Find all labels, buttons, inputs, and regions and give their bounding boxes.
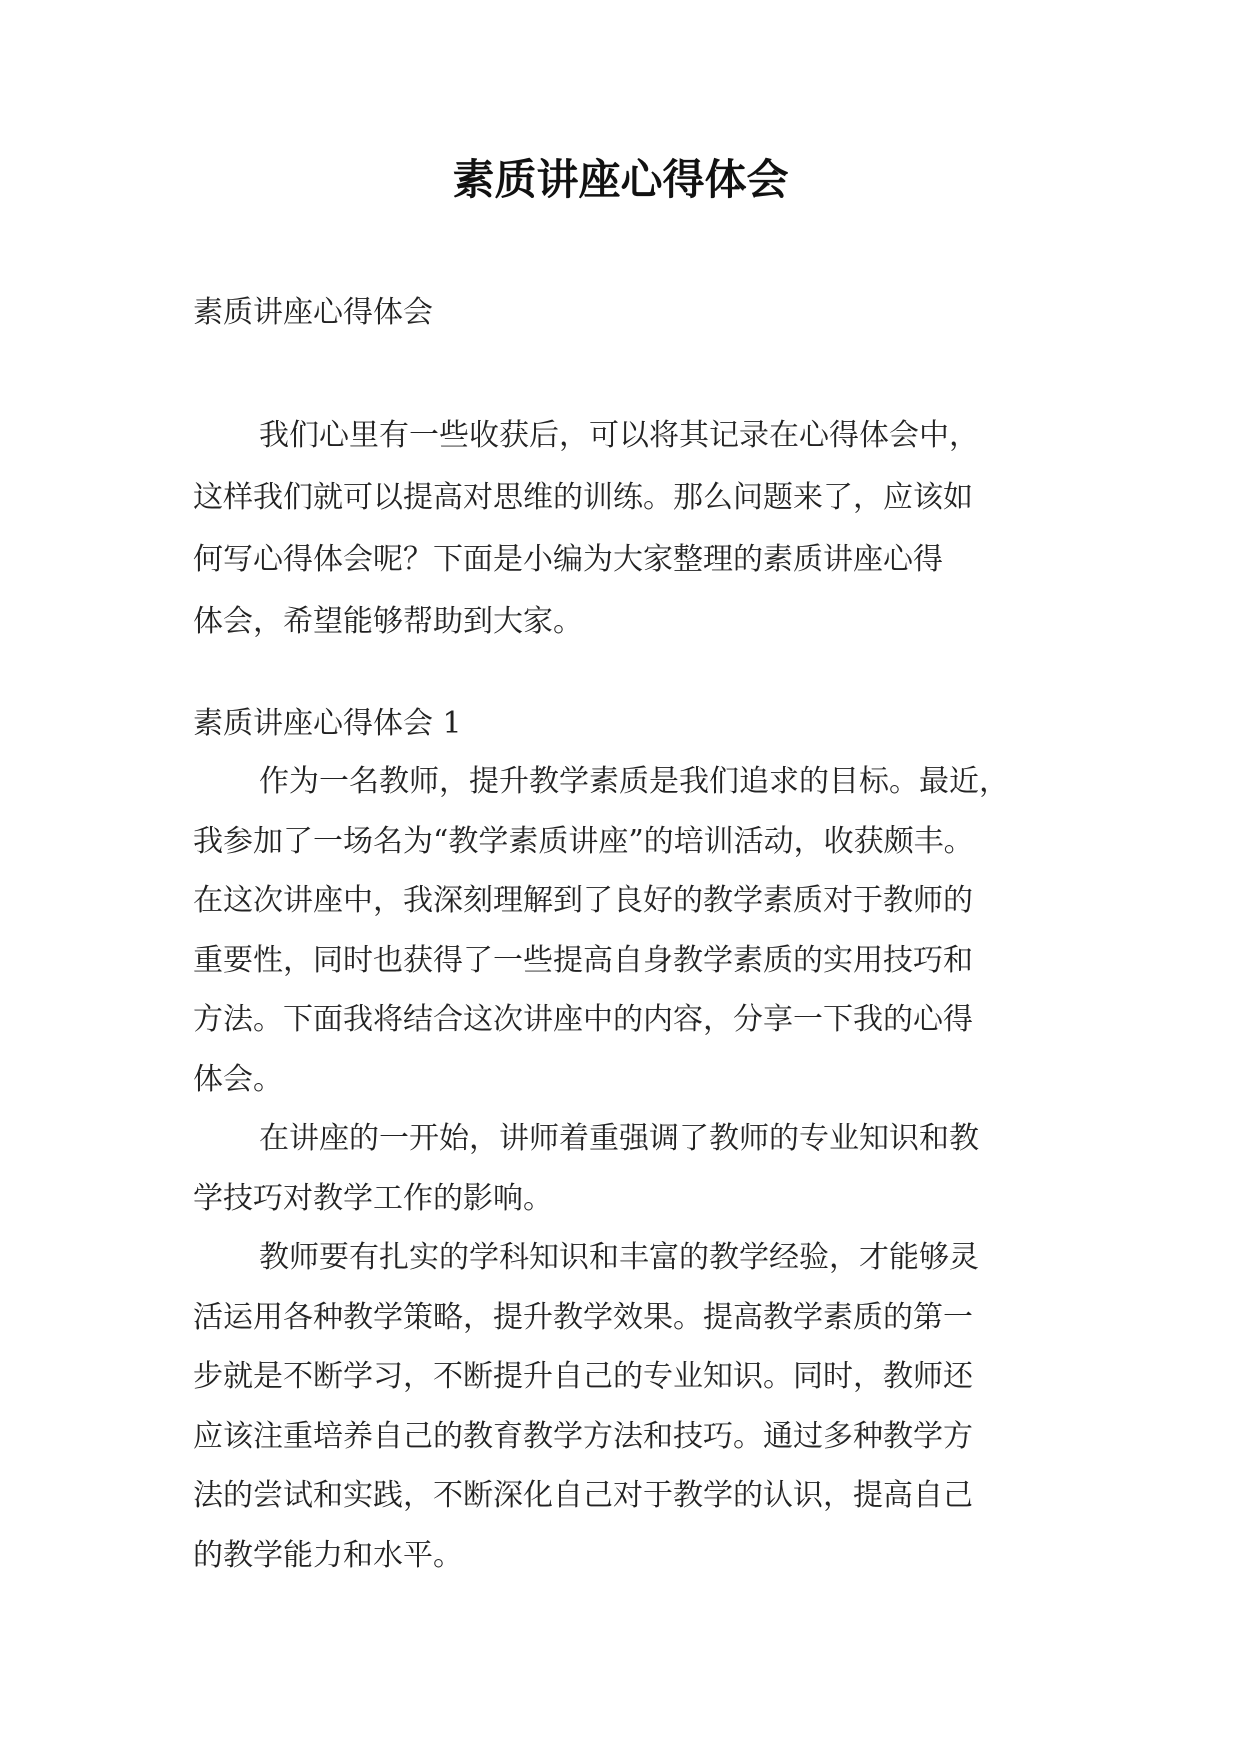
body-line: 我参加了一场名为“教学素质讲座”的培训活动，收获颇丰。 [193, 823, 974, 859]
body-line: 在讲座的一开始，讲师着重强调了教师的专业知识和教 [259, 1121, 979, 1156]
body-line: 重要性，同时也获得了一些提高自身教学素质的实用技巧和 [193, 942, 973, 978]
body-line: 的教学能力和水平。 [193, 1537, 463, 1573]
body-line: 体会。 [193, 1061, 283, 1097]
body-line: 活运用各种教学策略，提升教学效果。提高教学素质的第一 [193, 1299, 973, 1335]
body-line: 在这次讲座中，我深刻理解到了良好的教学素质对于教师的 [193, 883, 973, 918]
intro-paragraph [193, 405, 1063, 653]
body-line: 步就是不断学习，不断提升自己的专业知识。同时，教师还 [193, 1359, 973, 1394]
body-line: 学技巧对教学工作的影响。 [193, 1180, 553, 1216]
intro-line: 我们心里有一些收获后，可以将其记录在心得体会中， [259, 418, 979, 453]
section-body [193, 752, 1073, 1585]
intro-line: 体会，希望能够帮助到大家。 [193, 604, 583, 639]
body-line: 法的尝试和实践，不断深化自己对于教学的认识，提高自己 [193, 1478, 973, 1513]
body-line: 作为一名教师，提升教学素质是我们追求的目标。最近， [259, 764, 1009, 799]
body-line: 教师要有扎实的学科知识和丰富的教学经验，才能够灵 [259, 1240, 979, 1275]
section-heading: 素质讲座心得体会 1 [193, 706, 462, 741]
document-title: 素质讲座心得体会 [452, 155, 789, 204]
intro-line: 何写心得体会呢？下面是小编为大家整理的素质讲座心得 [193, 542, 943, 577]
document-subtitle: 素质讲座心得体会 [193, 295, 433, 330]
body-line: 应该注重培养自己的教育教学方法和技巧。通过多种教学方 [193, 1418, 973, 1454]
intro-line: 这样我们就可以提高对思维的训练。那么问题来了，应该如 [193, 480, 973, 515]
body-line: 方法。下面我将结合这次讲座中的内容，分享一下我的心得 [193, 1002, 973, 1037]
